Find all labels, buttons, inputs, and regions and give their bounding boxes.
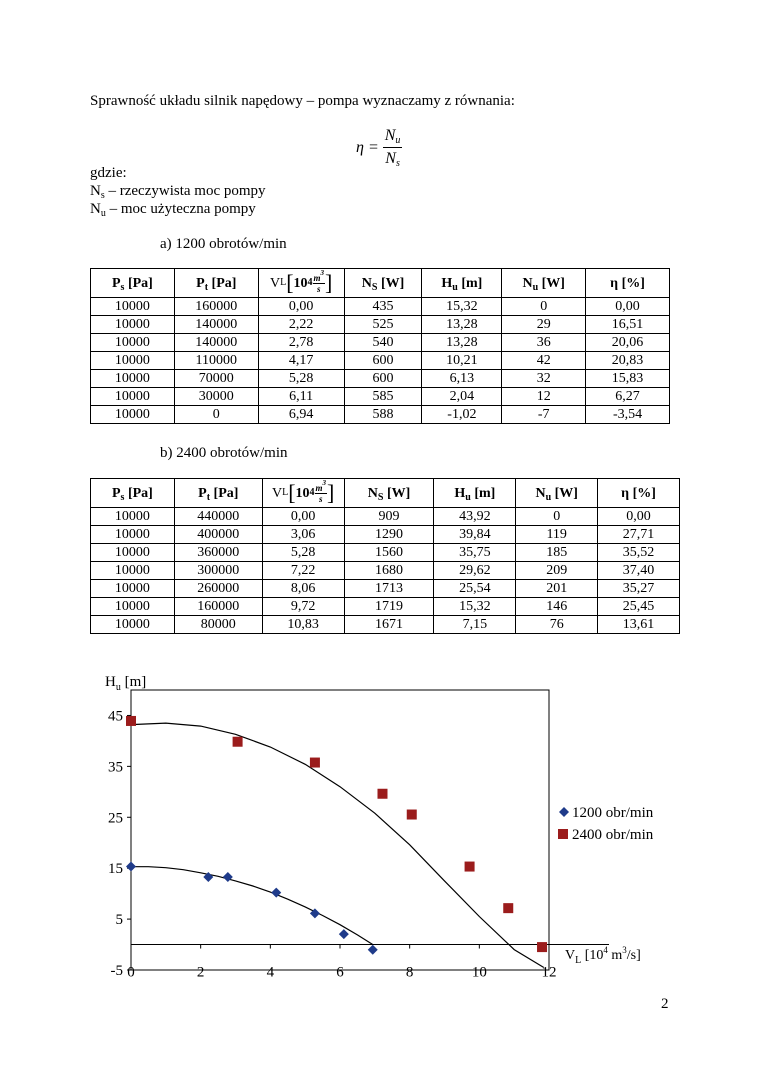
table-cell: 15,32 [422,298,502,316]
table-row [91,526,680,544]
table-cell: 2,78 [258,334,344,352]
table-cell: 3,06 [262,526,344,544]
x-tick-label: 6 [336,964,344,981]
y-axis-label: $H_u$ [m] [105,674,147,693]
table-cell: -3,54 [586,406,670,424]
table-cell: 1680 [344,562,434,580]
table-cell: 80000 [174,616,262,634]
intro-text: Sprawność układu silnik napędowy – pompa wyznaczamy z równania: [90,93,515,109]
table-row [91,298,670,316]
table-cell: -1,02 [422,406,502,424]
table-row [91,508,680,526]
table-row [91,544,680,562]
formula-den-sub: s [395,158,400,169]
data-point-2400 [537,942,547,952]
data-point-2400 [503,903,513,913]
table-cell: 360000 [174,544,262,562]
hu-vs-vl-chart [80,660,680,990]
table-cell: 10000 [91,562,175,580]
table-cell: 10,83 [262,616,344,634]
data-point-1200 [368,945,378,955]
table-cell: 909 [344,508,434,526]
section-b-heading: b) 2400 obrotów/min [160,445,288,461]
table-cell: 10000 [91,388,175,406]
y-tick-label: 5 [115,912,123,929]
table-cell: 20,06 [586,334,670,352]
table-row [91,562,680,580]
table-cell: 10000 [91,352,175,370]
table-cell: 25,45 [598,598,680,616]
data-point-2400 [465,862,475,872]
table-cell: 146 [516,598,598,616]
table-cell: 5,28 [262,544,344,562]
table-cell: 588 [344,406,422,424]
data-point-2400 [126,716,136,726]
formula-num-sub: u [395,135,401,146]
y-tick-label: 45 [108,708,123,725]
table-cell: 2,04 [422,388,502,406]
table-cell: 16,51 [586,316,670,334]
x-tick-label: 4 [266,964,275,981]
table-cell: 42 [502,352,586,370]
table-cell: 43,92 [434,508,516,526]
table-cell: 600 [344,352,422,370]
header-nu: $N_u$ [W] [502,269,586,298]
table-cell: 32 [502,370,586,388]
table-cell: 600 [344,370,422,388]
table-cell: 6,94 [258,406,344,424]
x-tick-label: 10 [471,964,487,981]
header-pt: $P_t$ [Pa] [174,479,262,508]
formula-num: N [384,127,396,144]
table-cell: 435 [344,298,422,316]
legend-label: 1200 obr/min [572,805,654,821]
header-vl: V L [ 10 4 $m^3$ s ] [258,269,344,298]
table-cell: 27,71 [598,526,680,544]
table-cell: 5,28 [258,370,344,388]
header-eta: η [%] [586,269,670,298]
formula-den: N [385,150,396,167]
table-1200rpm [90,268,670,424]
table-cell: 260000 [174,580,262,598]
table-cell: 20,83 [586,352,670,370]
trendline-2400 [131,723,544,967]
table-cell: 119 [516,526,598,544]
table-cell: 140000 [174,316,258,334]
table-cell: 9,72 [262,598,344,616]
table-cell: 10000 [91,616,175,634]
table-cell: 29,62 [434,562,516,580]
header-vl: V L [ 10 4 $m^3$ s ] [262,479,344,508]
table-cell: 25,54 [434,580,516,598]
y-tick-label: -5 [110,963,123,979]
table-row [91,316,670,334]
table-cell: -7 [502,406,586,424]
table-cell: 30000 [174,388,258,406]
table-cell: 1719 [344,598,434,616]
gdzie-label: gdzie: [90,165,127,181]
table-cell: 4,17 [258,352,344,370]
table-cell: 209 [516,562,598,580]
table-cell: 10000 [91,526,175,544]
definition-ns: $N_s$ – rzeczywista moc pompy [90,183,266,201]
data-point-2400 [233,737,243,747]
table-cell: 585 [344,388,422,406]
table-cell: 6,13 [422,370,502,388]
header-eta: η [%] [598,479,680,508]
data-point-2400 [310,758,320,768]
table-cell: 76 [516,616,598,634]
table-header-row [91,479,680,508]
table-cell: 1713 [344,580,434,598]
legend-label: 2400 obr/min [572,827,654,843]
data-point-1200 [126,862,136,872]
plot-frame [131,690,549,970]
table-cell: 1671 [344,616,434,634]
table-cell: 10000 [91,598,175,616]
table-cell: 400000 [174,526,262,544]
table-cell: 0 [174,406,258,424]
table-cell: 35,27 [598,580,680,598]
header-ps: $P_s$ [Pa] [91,479,175,508]
table-cell: 13,28 [422,316,502,334]
page-number: 2 [661,996,669,1012]
header-ns: $N_S$ [W] [344,479,434,508]
table-cell: 2,22 [258,316,344,334]
table-cell: 201 [516,580,598,598]
table-cell: 12 [502,388,586,406]
table-cell: 10000 [91,508,175,526]
section-a-heading: a) 1200 obrotów/min [160,236,287,252]
x-tick-label: 2 [196,964,205,981]
table-cell: 160000 [174,598,262,616]
table-cell: 7,22 [262,562,344,580]
table-cell: 10000 [91,334,175,352]
table-cell: 13,28 [422,334,502,352]
table-cell: 0,00 [586,298,670,316]
data-point-1200 [223,872,233,882]
trendline-1200 [131,867,373,945]
table-row [91,352,670,370]
table-cell: 0,00 [258,298,344,316]
data-point-1200 [339,929,349,939]
table-cell: 10000 [91,298,175,316]
x-tick-label: 12 [541,964,557,981]
y-tick-label: 25 [108,810,123,827]
table-cell: 10000 [91,316,175,334]
y-tick-label: 35 [108,759,123,776]
table-2400rpm [90,478,680,634]
x-tick-label: 8 [405,964,414,981]
legend-marker-1200 [559,807,569,817]
table-cell: 185 [516,544,598,562]
table-row [91,370,670,388]
table-cell: 0 [516,508,598,526]
y-tick-label: 15 [108,861,123,878]
table-cell: 160000 [174,298,258,316]
legend-marker-2400 [558,829,568,839]
table-cell: 540 [344,334,422,352]
formula-lhs: η = [356,138,379,156]
header-ps: $P_s$ [Pa] [91,269,175,298]
table-cell: 0,00 [598,508,680,526]
table-cell: 15,32 [434,598,516,616]
table-row [91,616,680,634]
table-cell: 525 [344,316,422,334]
x-axis-label: $V_L$ [$10^4$ $m^3/s$] [565,945,641,966]
table-cell: 1290 [344,526,434,544]
table-cell: 37,40 [598,562,680,580]
table-cell: 10000 [91,580,175,598]
table-cell: 15,83 [586,370,670,388]
header-ns: $N_S$ [W] [344,269,422,298]
header-pt: $P_t$ [Pa] [174,269,258,298]
table-cell: 7,15 [434,616,516,634]
definition-nu: $N_u$ – moc użyteczna pompy [90,201,256,219]
table-cell: 1560 [344,544,434,562]
x-tick-label: 0 [127,964,135,981]
table-cell: 140000 [174,334,258,352]
table-row [91,406,670,424]
table-row [91,388,670,406]
table-cell: 35,75 [434,544,516,562]
table-cell: 70000 [174,370,258,388]
data-point-2400 [407,810,417,820]
table-cell: 10000 [91,406,175,424]
table-cell: 440000 [174,508,262,526]
table-row [91,598,680,616]
table-cell: 10000 [91,370,175,388]
table-cell: 6,11 [258,388,344,406]
data-point-2400 [377,789,387,799]
table-cell: 0,00 [262,508,344,526]
table-cell: 13,61 [598,616,680,634]
table-cell: 300000 [174,562,262,580]
table-cell: 35,52 [598,544,680,562]
table-cell: 0 [502,298,586,316]
header-hu: $H_u$ [m] [422,269,502,298]
table-cell: 36 [502,334,586,352]
table-cell: 10000 [91,544,175,562]
header-nu: $N_u$ [W] [516,479,598,508]
table-row [91,580,680,598]
table-cell: 6,27 [586,388,670,406]
table-header-row [91,269,670,298]
table-cell: 8,06 [262,580,344,598]
table-cell: 10,21 [422,352,502,370]
table-row [91,334,670,352]
table-cell: 39,84 [434,526,516,544]
header-hu: $H_u$ [m] [434,479,516,508]
table-cell: 29 [502,316,586,334]
table-cell: 110000 [174,352,258,370]
efficiency-formula [356,127,402,168]
